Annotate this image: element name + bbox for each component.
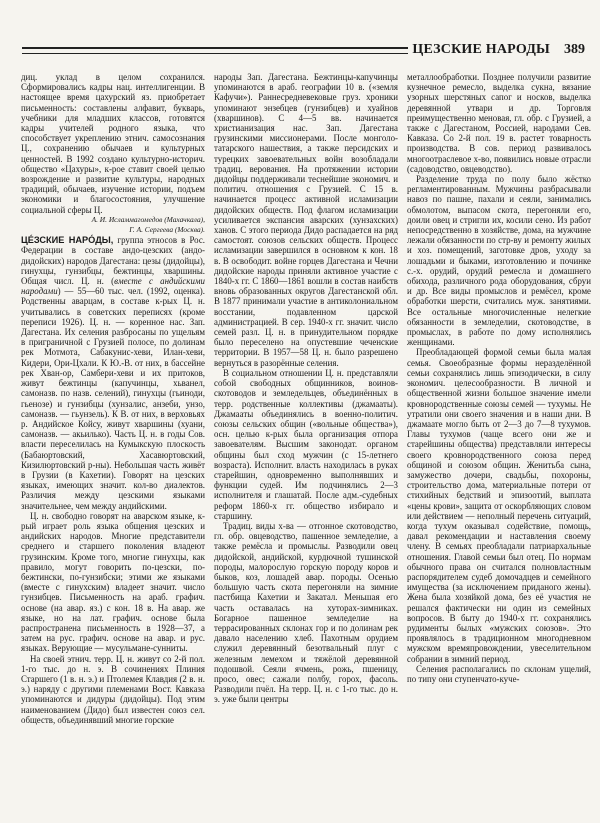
entry-text: группа этносов в Рос. Федерации в составе андо-цезских (андо-дидойских) народов Дагестана: цезы (дидойцы), гинухцы, гунзибцы, бежтинцы, хваршины. Общая числ. Ц. н. ( bbox=[21, 235, 205, 287]
paragraph: В социальном отношении Ц. н. представляли собой свободных общинников, воинов-скотоводов и земледельцев, объединённых в терр. родственные коллективы (джамааты). Джамааты объединялись в военно-политич. союзы сельских общин («вольные общества»), осн. целью к-рых была организация отпора завоевателям. Высшим законодат. органом общины был сход мужчин (с 15-летнего возраста). Исполнит. власть находилась в руках старейшин, одновременно выполнявших и функции судей. Им подчинялись 2—3 исполнителя и глашатай. После адм.-судебных реформ 1860-х гг. общество избирало и старшину. bbox=[214, 367, 398, 521]
header-rule bbox=[22, 47, 408, 54]
page-number: 389 bbox=[564, 42, 585, 57]
author-signature: А. И. Исламмагомедов (Махачкала), bbox=[91, 214, 205, 224]
paragraph: металлообработки. Позднее получили развитие кузнечное ремесло, выделка сукна, вязание узорных шерстяных сапог и носков, выделка деревянной утвари и др. Торговля преимущественно меновая, гл. обр. с Грузией, а также с Дагестаном, Россией, народами Сев. Кавказа. Со 2-й пол. 19 в. растет товарность производства. В сов. период развивалось многоотраслевое х-во, появились новые отрасли (садоводство, овцеводство). bbox=[407, 72, 591, 174]
entry-paragraph bbox=[21, 235, 205, 510]
author-signature: Г. А. Сергеева (Москва). bbox=[129, 225, 205, 235]
paragraph: Ц. н. свободно говорят на аварском языке, к-рый играет роль языка общения цезских и андийских народов. Многие представители среднего и старшего поколения владеют грузинским. Кроме того, многие гинухцы, как правило, могут говорить по-цезски, по-бежтински, по-гунзибски; этими же языками (вместе с гинухским) владеет значит. число гунзибцев. Письменность на араб. графич. основе (на авар. яз.) с кон. 18 в. На авар. же языке, но на лат. графич. основе была распространена письменность в 1928—37, а затем на рус. графич. основе на авар. и рус. языках. Верующие — мусульмане-сунниты. bbox=[21, 510, 205, 654]
paragraph: На своей этнич. терр. Ц. н. живут со 2-й пол. 1-го тыс. до н. э. В сочинениях Плиния Старшего (1 в. н. э.) и Птолемея Клавдия (2 в. н. э.) наряду с другими племенами Вост. Кавказа упоминаются и дидуры (дидойцы). Под этим наименованием (Дидо) был известен союз сел. обществ, объединявший многие горские bbox=[21, 653, 205, 725]
running-head-title: ЦЕЗСКИЕ НАРОДЫ bbox=[412, 42, 550, 57]
text-columns bbox=[21, 72, 591, 725]
entry-text: ) — 55—60 тыс. чел. (1992, оценка). Родственны аварцам, в составе к-рых Ц. н. учитывались в советских переписях (кроме переписи 1926). Ц. н. — коренное нас. Зап. Дагестана. Их селения разбросаны по ущельям в приграничной с Грузией полосе, по долинам рек Мотмота, Сабакунис-хеви, Илан-хеви, Кидери, Ори-Цхали. К Ю.-В. от них, в бассейне рек Хван-ор, Самбери-хеви и их притоков, живут бежтинцы (капучинцы, хьванел, самоназв. по назв. селений), гинухцы (гьиноди, гьенозе) и гунзибцы (хунзалис, анзеби, унзо, самоназв. — гьунзель). К В. от них, в верховьях р. Андийское Койсу, живут хваршины (хуани, самоназв. — акьилько). Часть Ц. н. в годы Сов. власти переселилась на Кумыкскую плоскость (Бабаюртовский, Хасавюртовский, Кизилюртовский р-ны). Небольшая часть живёт в Грузии (в Кахетии). Говорят на цезских языках, имеющих значит. кол-во диалектов. Различия между цезскими языками значительнее, чем между андийскими. bbox=[21, 286, 205, 511]
paragraph: Селения располагались по склонам ущелий, по типу они ступенчато-куче- bbox=[407, 663, 591, 684]
paragraph: Преобладающей формой семьи была малая семья. Своеобразные формы неразделённой семьи сохранялись лишь эпизодически, в силу экономич. целесообразности. В личной и общественной жизни большое значение имели кровнородственные союзы семей — тухумы. Не утратили они своего значения и в наши дни. В джамаате могло быть от 2—3 до 7—8 тухумов. Главы тухумов (чаще всего они же и старейшины общества) представляли интересы своего кровнородственного союза перед общиной и союзом общин. Женитьба сына, замужество дочери, свадьбы, похороны, строительство дома, материальные потери от стихийных бедствий и эпизоотий, выплата «цены крови», защита от оскорбляющих словом или действием — неполный перечень ситуаций, когда тухум оказывал содействие, помощь, давал рекомендации и наставления своему члену. В семьях преобладали патриархальные отношения. Главой семьи был отец. По нормам обычного права он считался полновластным распорядителем судеб домочадцев и семейного имущества (за исключением приданого жены). Жена была хозяйкой дома, без её участия не решался фактически ни один из семейных вопросов. В быту до 1940-х гг. сохранялись рудименты былых «мужских союзов». Это проявлялось в традиционном многодневном мужском времяпровождении, увеселительном собрании в зимний период. bbox=[407, 347, 591, 664]
column-2 bbox=[214, 72, 398, 725]
column-3 bbox=[407, 72, 591, 725]
column-1 bbox=[21, 72, 205, 725]
cross-reference: вместе с андийскими народами bbox=[21, 276, 205, 297]
paragraph: Разделение труда по полу было жёстко регламентированным. Мужчины разбрасывали навоз по пашне, пахали и сеяли, занимались обмолотом, выпасом скота, перегоняли его, доили овец и стригли их, косили сено. Из работ непосредственно в хозяйстве, дома, на мужчине лежали обязанности по стр-ву и ремонту жилых и хоз. помещений, заготовке дров, уходу за лошадьми и быками, изготовлению и починке с.-х. орудий, орудий ремесла и домашнего обихода, различного рода оборудования, сбруи и др. Все виды промыслов и ремёсел, кроме обработки шерсти, считались муж. занятиями. Все остальные многочисленные нелегкие обязанности в земледелии, скотоводстве, в промыслах, в работе по дому исполнялись женщинами. bbox=[407, 174, 591, 348]
paragraph: Традиц. виды х-ва — отгонное скотоводство, гл. обр. овцеводство, пашенное земледелие, а также ремёсла и промыслы. Разводили овец дидойской, андийской, курдючной тушинской породы, малорослую горскую породу коров и быков, коз, лошадей авар. породы. Осенью большую часть скота перегоняли на зимние пастбища Кахетии и Закатал. Меньшая его часть оставалась на хуторах-зимниках. Богарное пашенное земледелие на террасированных склонах гор и по долинам рек давало населению хлеб. Пахотным орудием служил деревянный безотвальный плуг с железным лемехом и тяжёлой деревянной подошвой. Сеяли ячмень, рожь, пшеницу, просо, овес; сажали полбу, горох, фасоль. Разводили пчёл. На терр. Ц. н. с 1-го тыс. до н. э. уже были центры bbox=[214, 520, 398, 705]
paragraph: диц. уклад в целом сохранился. Сформировались кадры нац. интеллигенции. В настоящее время цахурский яз. приобретает письменность: составлены алфавит, букварь, учебники для младших классов, готовятся кадры учителей родного языка, что способствует укреплению этнич. самосознания Ц., сохранению обычаев и культурных ценностей. В 1992 создано культурно-историч. общество «Цахуры», к-рое ставит своей целью возрождение и развитие культуры, народных традиций, обычаев, изучение истории, подъем экономики и благосостояния, улучшение социальной сферы Ц. bbox=[21, 72, 205, 215]
entry-headword: ЦЕ́ЗСКИЕ НАРО́ДЫ, bbox=[21, 235, 114, 246]
paragraph: народы Зап. Дагестана. Бежтинцы-капучинцы упоминаются в араб. географии 10 в. («земля Кафучи»). Раннесредневековые груз. хроники упоминают энзебцев (гунзибцев) и хуайнов (хваршинов). С 4—5 вв. начинается христианизация нас. Зап. Дагестана грузинскими миссионерами. После монголо-татарского нашествия, а также персидских и турецких завоевательных войн возобладали традиц. верования. На протяжении истории дидойцы поддерживали теснейшие экономич. и политич. отношения с Грузией. С 15 в. начинается процесс активной исламизации дидойских обществ. Под флагом исламизации усиливается экспансия аварских (хунзахских) ханов. С этого периода Дидо распадается на ряд самостоят. союзов сельских обществ. Процесс исламизации завершился в основном к кон. 18 в. В освободит. войне горцев Дагестана и Чечни дидойские народы приняли активное участие с 1840-х гг. С 1860—1861 вошли в состав наибств вновь образованных округов Дагестанской обл. В 1877 принимали участие в антиколониальном восстании, подавленном царской администрацией. В сер. 1940-х гг. значит. число семей разл. Ц. н. в принудительном порядке было переселено на опустевшие чеченские территории. В 1957—58 Ц. н. было разрешено вернуться в разорённые селения. bbox=[214, 72, 398, 368]
running-head bbox=[22, 42, 588, 58]
